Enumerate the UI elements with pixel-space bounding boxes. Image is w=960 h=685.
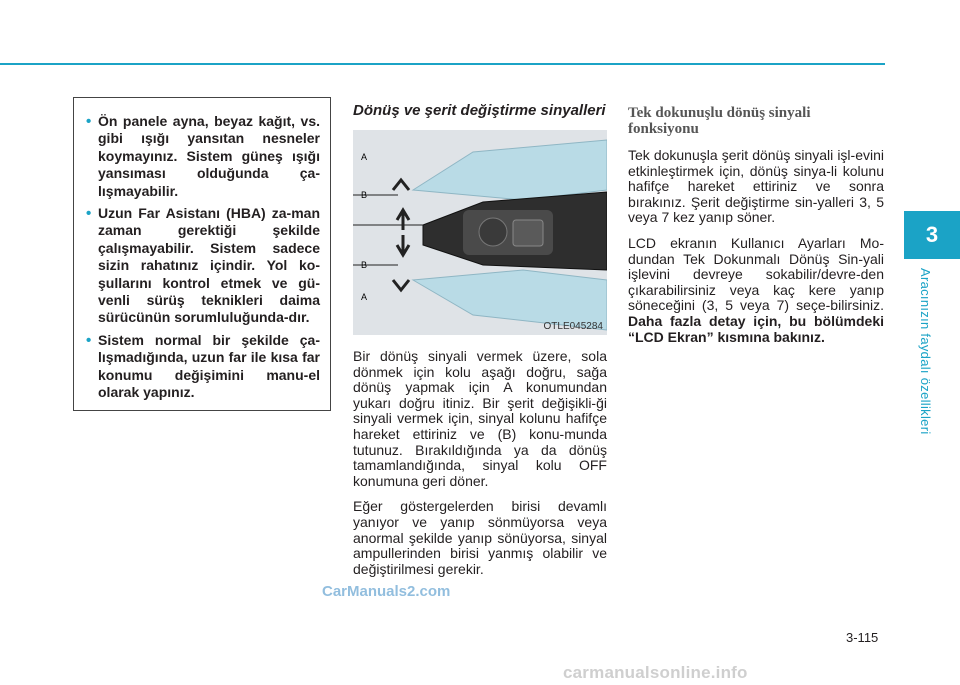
bullet-icon: •: [86, 205, 92, 223]
paragraph: Eğer göstergelerden birisi devamlı yanıyor ve yanıp sönmüyorsa veya anormal şekilde yanıp sönüyorsa, sinyal ampullerinden birisi yanmış olabilir ve değiştirilmesi gerekir.: [353, 498, 607, 577]
bullet-icon: •: [86, 113, 92, 130]
watermark-site: carmanualsonline.info: [563, 663, 748, 682]
cross-reference: Daha fazla detay için, bu bölümdeki “LCD Ekran” kısmına bakınız.: [628, 312, 884, 345]
paragraph: Tek dokunuşla şerit dönüş sinyali işl-evini etkinleştirmek için, dönüş sinya-li kolunu hafifçe hareket ettiriniz ve sonra bırakınız. Şerit değiştirme sin-yalleri 3, 5 veya 7 kez yanıp söner.: [628, 147, 884, 226]
paragraph: [628, 236, 884, 345]
figure-caption: OTLE045284: [543, 321, 603, 332]
one-touch-section: [628, 105, 884, 345]
turn-signal-lever-figure: [353, 130, 607, 335]
figure-label-a-bottom: A: [361, 292, 368, 302]
warning-item: • Ön panele ayna, beyaz kağıt, vs. gibi ışığı yansıtan nesneler koymayınız. Sistem güneş ışığı yansıması olduğunda ça-lışmayabilir.: [86, 113, 320, 199]
warning-box: [73, 97, 331, 411]
page-number: 3-115: [846, 630, 879, 645]
header-rule: [0, 63, 885, 65]
turn-signal-section: [353, 102, 607, 577]
paragraph-text: LCD ekranın Kullanıcı Ayarları Mo-dundan Tek Dokunmalı Dönüş Sin-yali işlevini devreye sokabilir/devre-den çıkarabilirsiniz veya kaç kere yanıp söneceğini (3, 5 veya 7) seçe-bilirsiniz.: [628, 234, 884, 314]
watermark-carmanuals: CarManuals2.com: [322, 583, 451, 600]
chapter-number-tab[interactable]: 3: [904, 211, 960, 259]
chapter-title: Aracınızın faydalı özellikleri: [918, 268, 933, 435]
figure-label-b-bottom: B: [361, 260, 368, 270]
warning-item: • Uzun Far Asistanı (HBA) za-man zaman gerektiği şekilde çalışmayabilir. Sistem sadece sizin rahatınız içindir. Yol ko-şullarını kontrol etmek ve gü-venli sürüş teknikleri daima sürücünün sorumluluğunda-dır.: [86, 205, 320, 326]
section-heading: Tek dokunuşlu dönüş sinyali fonksiyonu: [628, 105, 811, 137]
paragraph: Bir dönüş sinyali vermek üzere, sola dönmek için kolu aşağı doğru, sağa dönüş yapmak için A konumundan yukarı doğru itiniz. Bir şerit değişikli-ği sinyali vermek için, sinyal kolunu hafifçe hareket ettiriniz ve (B) konu-munda tutunuz. Bırakıldığında ya da dönüş tamamlandığında, sinyal kolu OFF konumuna geri döner.: [353, 348, 607, 489]
figure-label-b-top: B: [361, 190, 368, 200]
figure-label-a-top: A: [361, 152, 368, 162]
warning-item: • Sistem normal bir şekilde ça-lışmadığında, uzun far ile kısa far konumu değişimini manu-el olarak yapınız.: [86, 331, 320, 401]
lever-illustration: [353, 130, 607, 335]
bullet-icon: •: [86, 331, 92, 349]
section-heading: Dönüş ve şerit değiştirme sinyalleri: [353, 102, 606, 119]
